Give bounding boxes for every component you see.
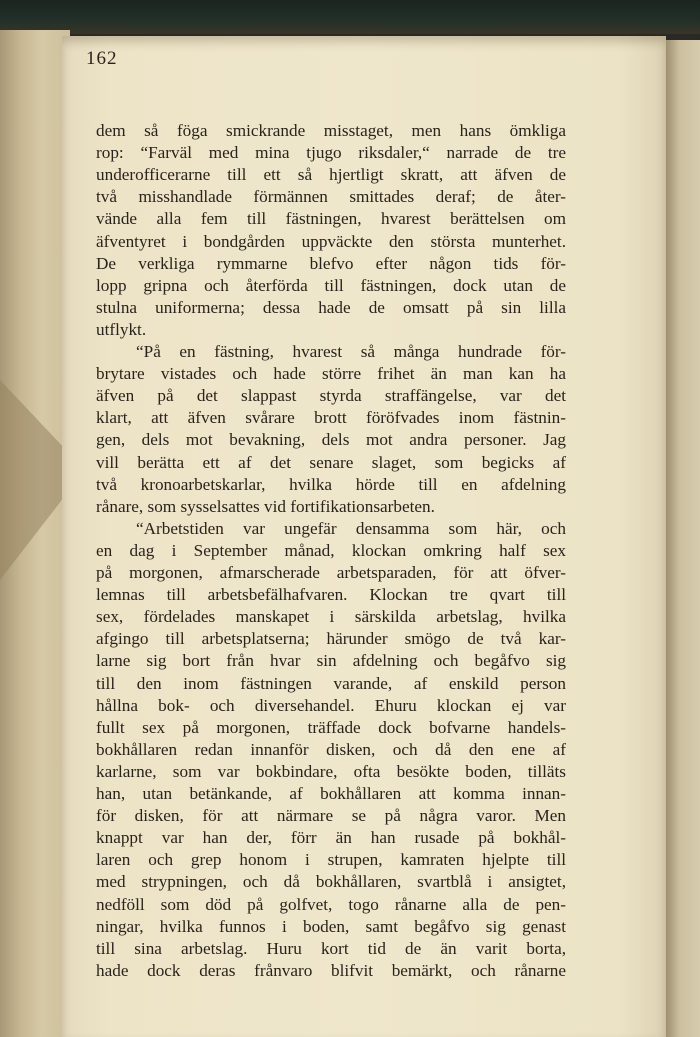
text-line: en dag i September månad, klockan omkring half sex xyxy=(96,540,566,560)
text-line: med strypningen, och då bokhållaren, svartblå i ansigtet, xyxy=(96,872,566,892)
text-line: De verkliga rymmarne blefvo efter någon tids för- xyxy=(96,253,566,273)
text-line: lopp gripna och återförda till fästningen, dock utan de xyxy=(96,275,566,295)
text-line: rånare, som sysselsattes vid fortifikationsarbeten. xyxy=(96,496,435,516)
book-cover-edge xyxy=(0,0,700,34)
text-line: han, utan betänkande, af bokhållaren att komma innan- xyxy=(96,784,566,803)
text-line: utflykt. xyxy=(96,319,147,339)
text-line: “Arbetstiden var ungefär densamma som här, och xyxy=(136,518,566,538)
text-line: hade dock deras frånvaro blifvit bemärkt, och rånarne xyxy=(96,960,566,980)
text-line: larne sig bort från hvar sin afdelning och begåfvo sig xyxy=(96,651,566,671)
text-line: rop: “Farväl med mina tjugo riksdaler,“ narrade de tre xyxy=(96,143,566,163)
text-line: ningar, hvilka funnos i boden, samt begåfvo sig genast xyxy=(96,916,566,936)
text-line: två kronoarbetskarlar, hvilka hörde till en afdelning xyxy=(96,474,566,494)
text-line: två misshandlade förmännen smittades deraf; de åter- xyxy=(96,187,566,207)
text-line: fullt sex på morgonen, träffade dock bofvarne handels- xyxy=(96,717,566,737)
text-line: klart, att äfven svårare brott föröfvades inom fästnin- xyxy=(96,408,566,428)
text-line: stulna uniformerna; dessa hade de omsatt på sin lilla xyxy=(96,297,566,317)
next-page-edge xyxy=(666,40,700,1037)
text-line: afgingo till arbetsplatserna; härunder smögo de två kar- xyxy=(96,629,566,649)
text-line: på morgonen, afmarscherade arbetsparaden, för att öfver- xyxy=(96,563,566,582)
text-line: “På en fästning, hvarest så många hundrade för- xyxy=(136,342,566,361)
text-line: sex, fördelades manskapet i särskilda arbetslag, hvilka xyxy=(96,607,566,627)
text-line: för disken, för att närmare se på några varor. Men xyxy=(96,806,566,826)
text-line: äfventyret i bondgården uppväckte den största munterhet. xyxy=(96,231,566,251)
text-line: brytare vistades och hade större frihet än man kan ha xyxy=(96,364,566,384)
text-line: underofficerarne till ett så hjertligt skratt, att äfven de xyxy=(96,165,566,185)
text-line: gen, dels mot bevakning, dels mot andra personer. Jag xyxy=(96,430,566,450)
text-line: hållna bok- och diversehandel. Ehuru klockan ej var xyxy=(96,695,566,715)
page-number: 162 xyxy=(86,48,118,69)
text-line: äfven på det slappast styrda straffängelse, var det xyxy=(96,386,566,406)
text-line: vill berätta ett af det senare slaget, som begicks af xyxy=(96,452,566,472)
text-line: laren och grep honom i strupen, kamraten hjelpte till xyxy=(96,850,566,870)
text-line: till den inom fästningen varande, af enskild person xyxy=(96,673,566,693)
text-line: till sina arbetslag. Huru kort tid de än varit borta, xyxy=(96,938,566,958)
text-line: bokhållaren redan innanför disken, och då den ene af xyxy=(96,739,566,759)
text-line: karlarne, som var bokbindare, ofta besökte boden, tilläts xyxy=(96,761,566,781)
text-line: vände alla fem till fästningen, hvarest berättelsen om xyxy=(96,209,566,229)
text-line: nedföll som död på golfvet, togo rånarne alla de pen- xyxy=(96,894,566,914)
text-line: knappt var han der, förr än han rusade på bokhål- xyxy=(96,828,566,848)
text-line: lemnas till arbetsbefälhafvaren. Klockan tre qvart till xyxy=(96,585,566,605)
text-line: dem så föga smickrande misstaget, men hans ömkliga xyxy=(96,121,566,140)
